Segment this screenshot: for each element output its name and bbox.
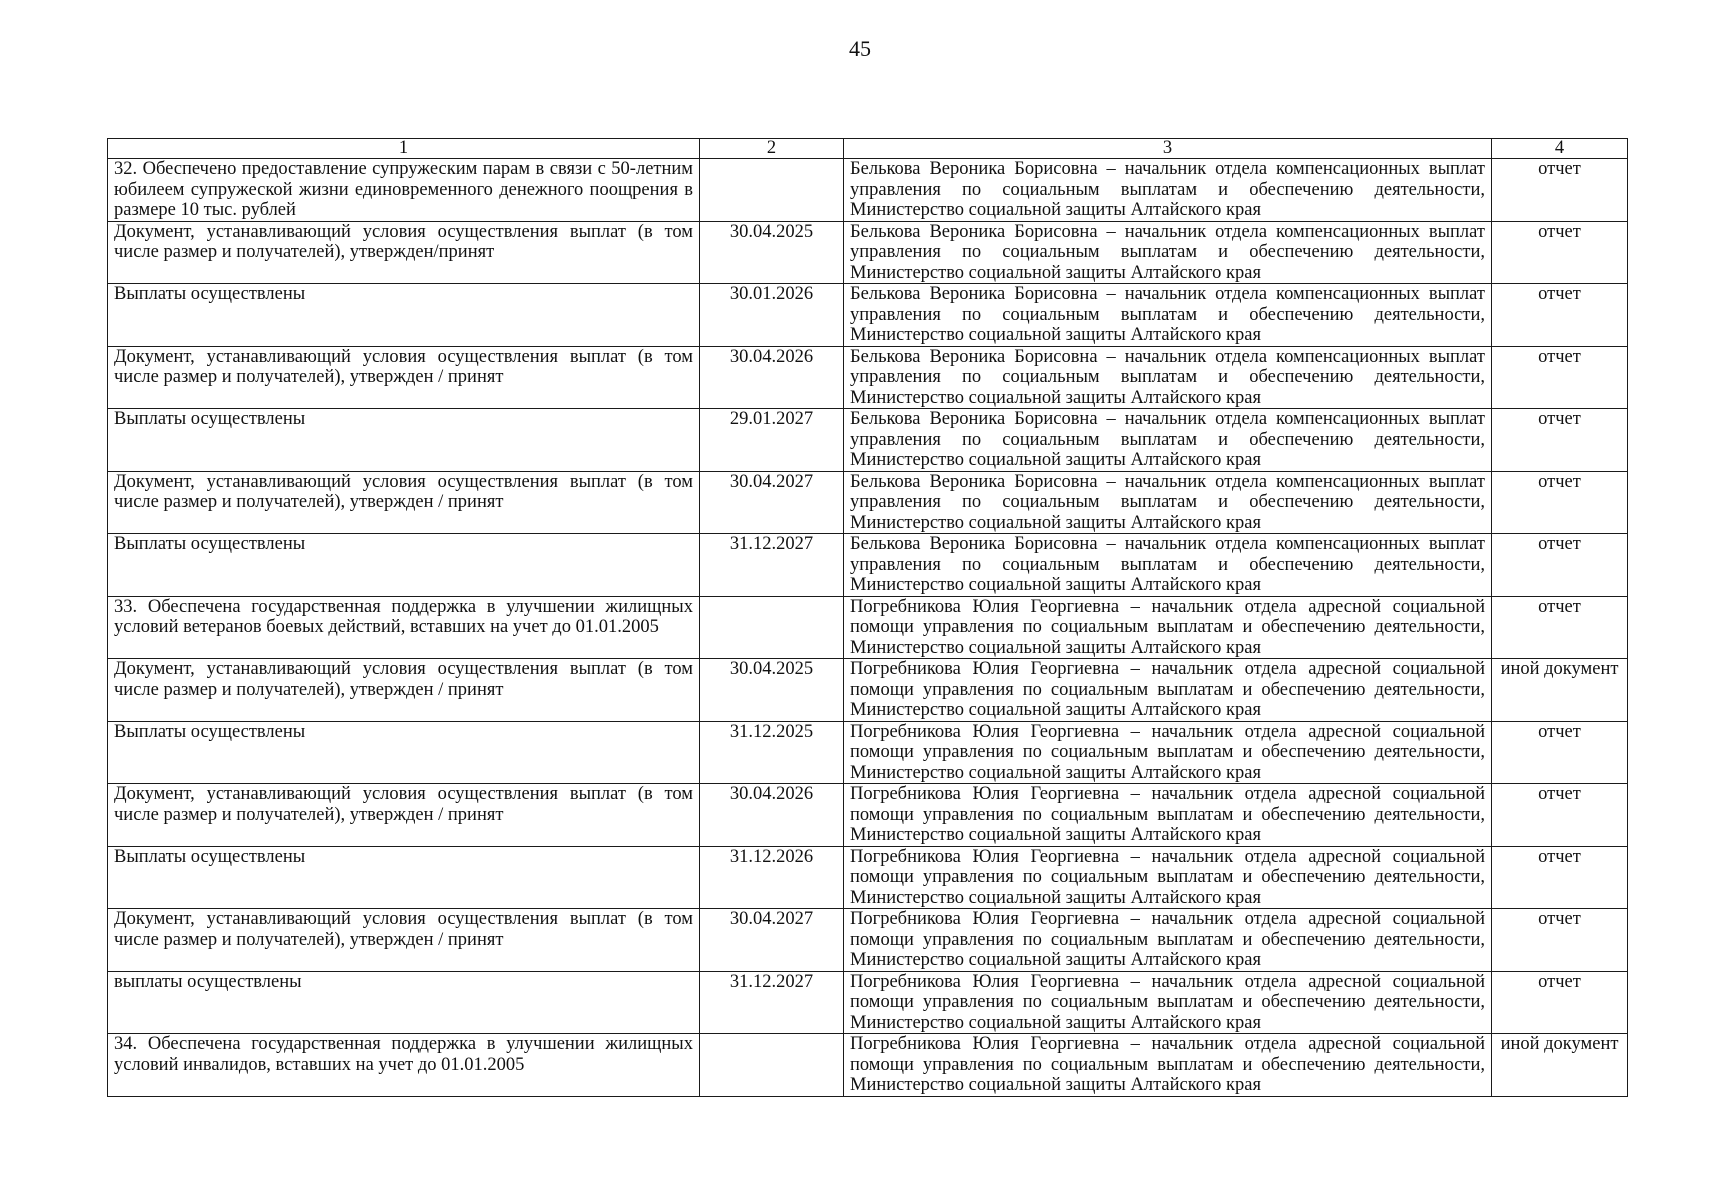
date-cell: 30.01.2026 <box>700 284 844 347</box>
table-row <box>108 659 1628 722</box>
task-cell: Документ, устанавливающий условия осуществления выплат (в том числе размер и получателей), утвержден / принят <box>108 784 700 847</box>
task-cell: Документ, устанавливающий условия осуществления выплат (в том числе размер и получателей), утвержден / принят <box>108 909 700 972</box>
table-row <box>108 971 1628 1034</box>
task-cell: Выплаты осуществлены <box>108 721 700 784</box>
responsible-cell: Погребникова Юлия Георгиевна – начальник отдела адресной социальной помощи управления по социальным выплатам и обеспечению деятельности, Министерство социальной защиты Алтайского края <box>844 1034 1492 1097</box>
date-cell: 30.04.2026 <box>700 784 844 847</box>
date-cell: 31.12.2027 <box>700 971 844 1034</box>
document-cell: отчет <box>1492 846 1628 909</box>
responsible-cell: Погребникова Юлия Георгиевна – начальник отдела адресной социальной помощи управления по социальным выплатам и обеспечению деятельности, Министерство социальной защиты Алтайского края <box>844 784 1492 847</box>
table-row <box>108 596 1628 659</box>
date-cell: 30.04.2025 <box>700 659 844 722</box>
date-cell: 30.04.2027 <box>700 909 844 972</box>
table-header <box>108 139 1628 159</box>
table-row <box>108 846 1628 909</box>
table-row <box>108 721 1628 784</box>
task-cell: Выплаты осуществлены <box>108 409 700 472</box>
document-cell: отчет <box>1492 596 1628 659</box>
task-cell: Документ, устанавливающий условия осуществления выплат (в том числе размер и получателей), утвержден / принят <box>108 346 700 409</box>
task-cell: Документ, устанавливающий условия осуществления выплат (в том числе размер и получателей), утвержден / принят <box>108 659 700 722</box>
header-row <box>108 139 1628 159</box>
document-cell: отчет <box>1492 346 1628 409</box>
date-cell <box>700 596 844 659</box>
table-row <box>108 784 1628 847</box>
table-body <box>108 159 1628 1097</box>
responsible-cell: Белькова Вероника Борисовна – начальник отдела компенсационных выплат управления по социальным выплатам и обеспечению деятельности, Министерство социальной защиты Алтайского края <box>844 221 1492 284</box>
column-header-1: 1 <box>108 139 700 159</box>
table-row <box>108 1034 1628 1097</box>
responsible-cell: Погребникова Юлия Георгиевна – начальник отдела адресной социальной помощи управления по социальным выплатам и обеспечению деятельности, Министерство социальной защиты Алтайского края <box>844 659 1492 722</box>
date-cell: 30.04.2025 <box>700 221 844 284</box>
responsible-cell: Белькова Вероника Борисовна – начальник отдела компенсационных выплат управления по социальным выплатам и обеспечению деятельности, Министерство социальной защиты Алтайского края <box>844 159 1492 222</box>
document-cell: отчет <box>1492 221 1628 284</box>
task-cell: Выплаты осуществлены <box>108 534 700 597</box>
date-cell: 30.04.2027 <box>700 471 844 534</box>
table-row <box>108 471 1628 534</box>
page-number: 45 <box>849 36 871 61</box>
task-cell: выплаты осуществлены <box>108 971 700 1034</box>
task-cell: Документ, устанавливающий условия осуществления выплат (в том числе размер и получателей), утвержден/принят <box>108 221 700 284</box>
document-cell: отчет <box>1492 909 1628 972</box>
task-cell: Выплаты осуществлены <box>108 284 700 347</box>
table-row <box>108 346 1628 409</box>
responsible-cell: Погребникова Юлия Георгиевна – начальник отдела адресной социальной помощи управления по социальным выплатам и обеспечению деятельности, Министерство социальной защиты Алтайского края <box>844 971 1492 1034</box>
date-cell: 29.01.2027 <box>700 409 844 472</box>
table-row <box>108 221 1628 284</box>
document-cell: иной документ <box>1492 659 1628 722</box>
task-cell: Выплаты осуществлены <box>108 846 700 909</box>
document-cell: отчет <box>1492 409 1628 472</box>
table-row <box>108 159 1628 222</box>
table-row <box>108 909 1628 972</box>
document-cell: отчет <box>1492 471 1628 534</box>
responsible-cell: Белькова Вероника Борисовна – начальник отдела компенсационных выплат управления по социальным выплатам и обеспечению деятельности, Министерство социальной защиты Алтайского края <box>844 409 1492 472</box>
task-cell: 34. Обеспечена государственная поддержка в улучшении жилищных условий инвалидов, вставших на учет до 01.01.2005 <box>108 1034 700 1097</box>
responsible-cell: Белькова Вероника Борисовна – начальник отдела компенсационных выплат управления по социальным выплатам и обеспечению деятельности, Министерство социальной защиты Алтайского края <box>844 284 1492 347</box>
document-cell: отчет <box>1492 721 1628 784</box>
responsible-cell: Погребникова Юлия Георгиевна – начальник отдела адресной социальной помощи управления по социальным выплатам и обеспечению деятельности, Министерство социальной защиты Алтайского края <box>844 909 1492 972</box>
task-cell: Документ, устанавливающий условия осуществления выплат (в том числе размер и получателей), утвержден / принят <box>108 471 700 534</box>
date-cell: 31.12.2026 <box>700 846 844 909</box>
responsible-cell: Белькова Вероника Борисовна – начальник отдела компенсационных выплат управления по социальным выплатам и обеспечению деятельности, Министерство социальной защиты Алтайского края <box>844 471 1492 534</box>
responsible-cell: Белькова Вероника Борисовна – начальник отдела компенсационных выплат управления по социальным выплатам и обеспечению деятельности, Министерство социальной защиты Алтайского края <box>844 346 1492 409</box>
date-cell: 30.04.2026 <box>700 346 844 409</box>
date-cell <box>700 1034 844 1097</box>
responsible-cell: Погребникова Юлия Георгиевна – начальник отдела адресной социальной помощи управления по социальным выплатам и обеспечению деятельности, Министерство социальной защиты Алтайского края <box>844 721 1492 784</box>
responsible-cell: Погребникова Юлия Георгиевна – начальник отдела адресной социальной помощи управления по социальным выплатам и обеспечению деятельности, Министерство социальной защиты Алтайского края <box>844 846 1492 909</box>
document-cell: отчет <box>1492 534 1628 597</box>
task-cell: 33. Обеспечена государственная поддержка в улучшении жилищных условий ветеранов боевых действий, вставших на учет до 01.01.2005 <box>108 596 700 659</box>
document-cell: отчет <box>1492 971 1628 1034</box>
date-cell: 31.12.2027 <box>700 534 844 597</box>
date-cell <box>700 159 844 222</box>
column-header-4: 4 <box>1492 139 1628 159</box>
document-cell: иной документ <box>1492 1034 1628 1097</box>
responsible-cell: Погребникова Юлия Георгиевна – начальник отдела адресной социальной помощи управления по социальным выплатам и обеспечению деятельности, Министерство социальной защиты Алтайского края <box>844 596 1492 659</box>
responsible-cell: Белькова Вероника Борисовна – начальник отдела компенсационных выплат управления по социальным выплатам и обеспечению деятельности, Министерство социальной защиты Алтайского края <box>844 534 1492 597</box>
document-cell: отчет <box>1492 784 1628 847</box>
date-cell: 31.12.2025 <box>700 721 844 784</box>
column-header-2: 2 <box>700 139 844 159</box>
table-row <box>108 409 1628 472</box>
document-cell: отчет <box>1492 284 1628 347</box>
task-cell: 32. Обеспечено предоставление супружеским парам в связи с 50-летним юбилеем супружеской жизни единовременного денежного поощрения в размере 10 тыс. рублей <box>108 159 700 222</box>
table-row <box>108 284 1628 347</box>
document-cell: отчет <box>1492 159 1628 222</box>
table-row <box>108 534 1628 597</box>
column-header-3: 3 <box>844 139 1492 159</box>
plan-table <box>107 138 1628 1097</box>
